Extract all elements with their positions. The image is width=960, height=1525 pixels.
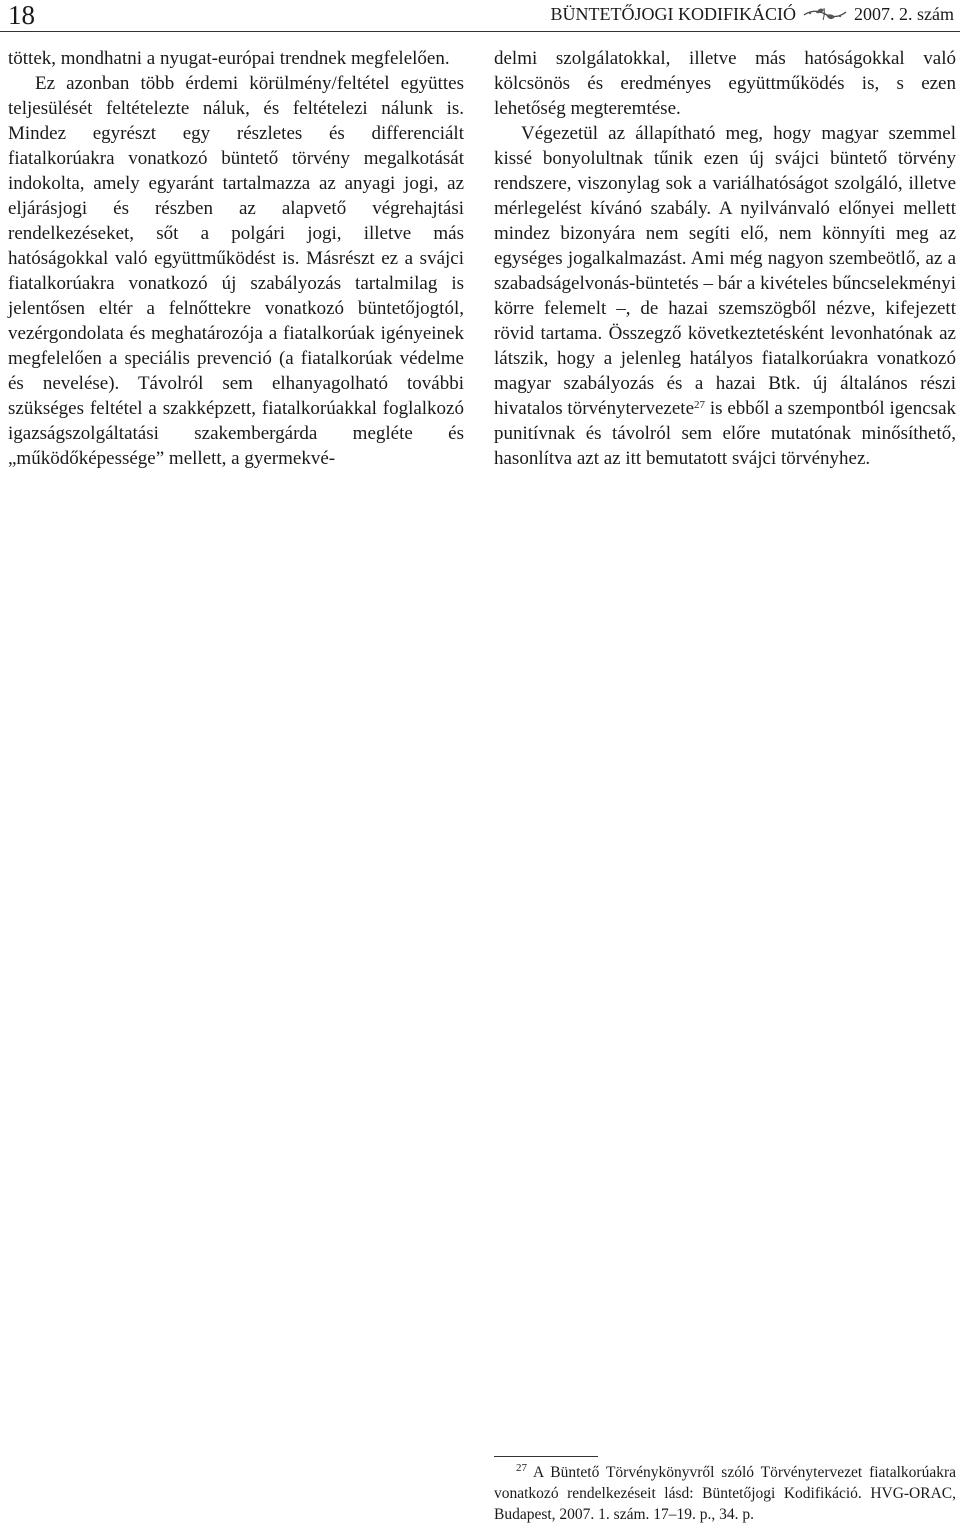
footnote [494,1462,956,1525]
footnote-number: 27 [516,1462,527,1474]
footnote-rule [494,1456,598,1457]
paragraph-text: is ebből a szempontból igencsak punitívnak és távolról sem előre mutatónak minősíthető, hasonlítva azt az itt bemutatott svájci törvényhez. [494,398,957,469]
issue-label: 2007. 2. szám [854,4,954,24]
page-number: 18 [8,0,35,30]
running-header [551,2,954,26]
footnote-reference: 27 [694,399,706,411]
left-column [8,46,464,471]
fleuron-ornament-icon [802,4,848,24]
footnote-text: A Büntető Törvénykönyvről szóló Törvénytervezet fiatalkorúakra vonatkozó rendelkezéseit lásd: Büntetőjogi Kodifikáció. HVG-ORAC, Budapest, 2007. 1. szám. 17–19. p., 34. p. [494,1464,956,1523]
journal-title: BÜNTETŐJOGI KODIFIKÁCIÓ [550,4,797,24]
paragraph: Ez azonban több érdemi körülmény/feltétel együttes teljesülését feltételezte náluk, és feltételezi nálunk is. Mindez egyrészt egy részletes és differenciált fiatalkorúakra vonatkozó büntető törvény megalkotását indokolta, amely egyaránt tartalmazza az anyagi jogi, az eljárásjogi és részben az alapvető végrehajtási rendelkezéseket, sőt a polgári jogi, illetve más hatóságokkal való együttműködést is. Másrészt ez a svájci fiatalkorúakra vonatkozó új szabályozás tartalmilag is jelentősen eltér a felnőttekre vonatkozó büntetőjogtól, vezérgondolata és meghatározója a fiatalkorúak igényeinek megfelelően a speciális prevenció (a fiatalkorúak védelme és nevelése). Távolról sem elhanyagolható további szükséges feltétel a szakképzett, fiatalkorúakkal foglalkozó igazságszolgáltatási szakembergárda megléte és „működőképessége” mellett, a gyermekvé- [8,73,464,469]
header-rule [0,31,960,32]
paragraph-text: Végezetül az állapítható meg, hogy magyar szemmel kissé bonyolultnak tűnik ezen új svájci büntető törvény rendszere, viszonylag sok a variálhatóságot szolgáló, illetve mérlegelést kívánó szabály. A nyilvánvaló előnyei mellett mindez bizonyára nem segíti elő, nem könnyíti meg az egységes jogalkalmazást. Ami még nagyon szembeötlő, az a szabadságelvonás-büntetés – bár a kivételes bűncselekményi körre felemelt –, de hazai szemszögből nézve, kifejezett rövid tartama. Összegző következtetésként levonhatónak az látszik, hogy a jelenleg hatályos fiatalkorúakra vonatkozó magyar szabályozás és a hazai Btk. új általános részi hivatalos törvénytervezete [494,123,956,419]
paragraph: delmi szolgálatokkal, illetve más hatóságokkal való kölcsönös és eredményes együttműködés is, s ezen lehetőség megteremtése. [494,48,956,119]
right-column [494,46,956,471]
paragraph: töttek, mondhatni a nyugat-európai trendnek megfelelően. [8,48,450,69]
paragraph [494,121,956,471]
